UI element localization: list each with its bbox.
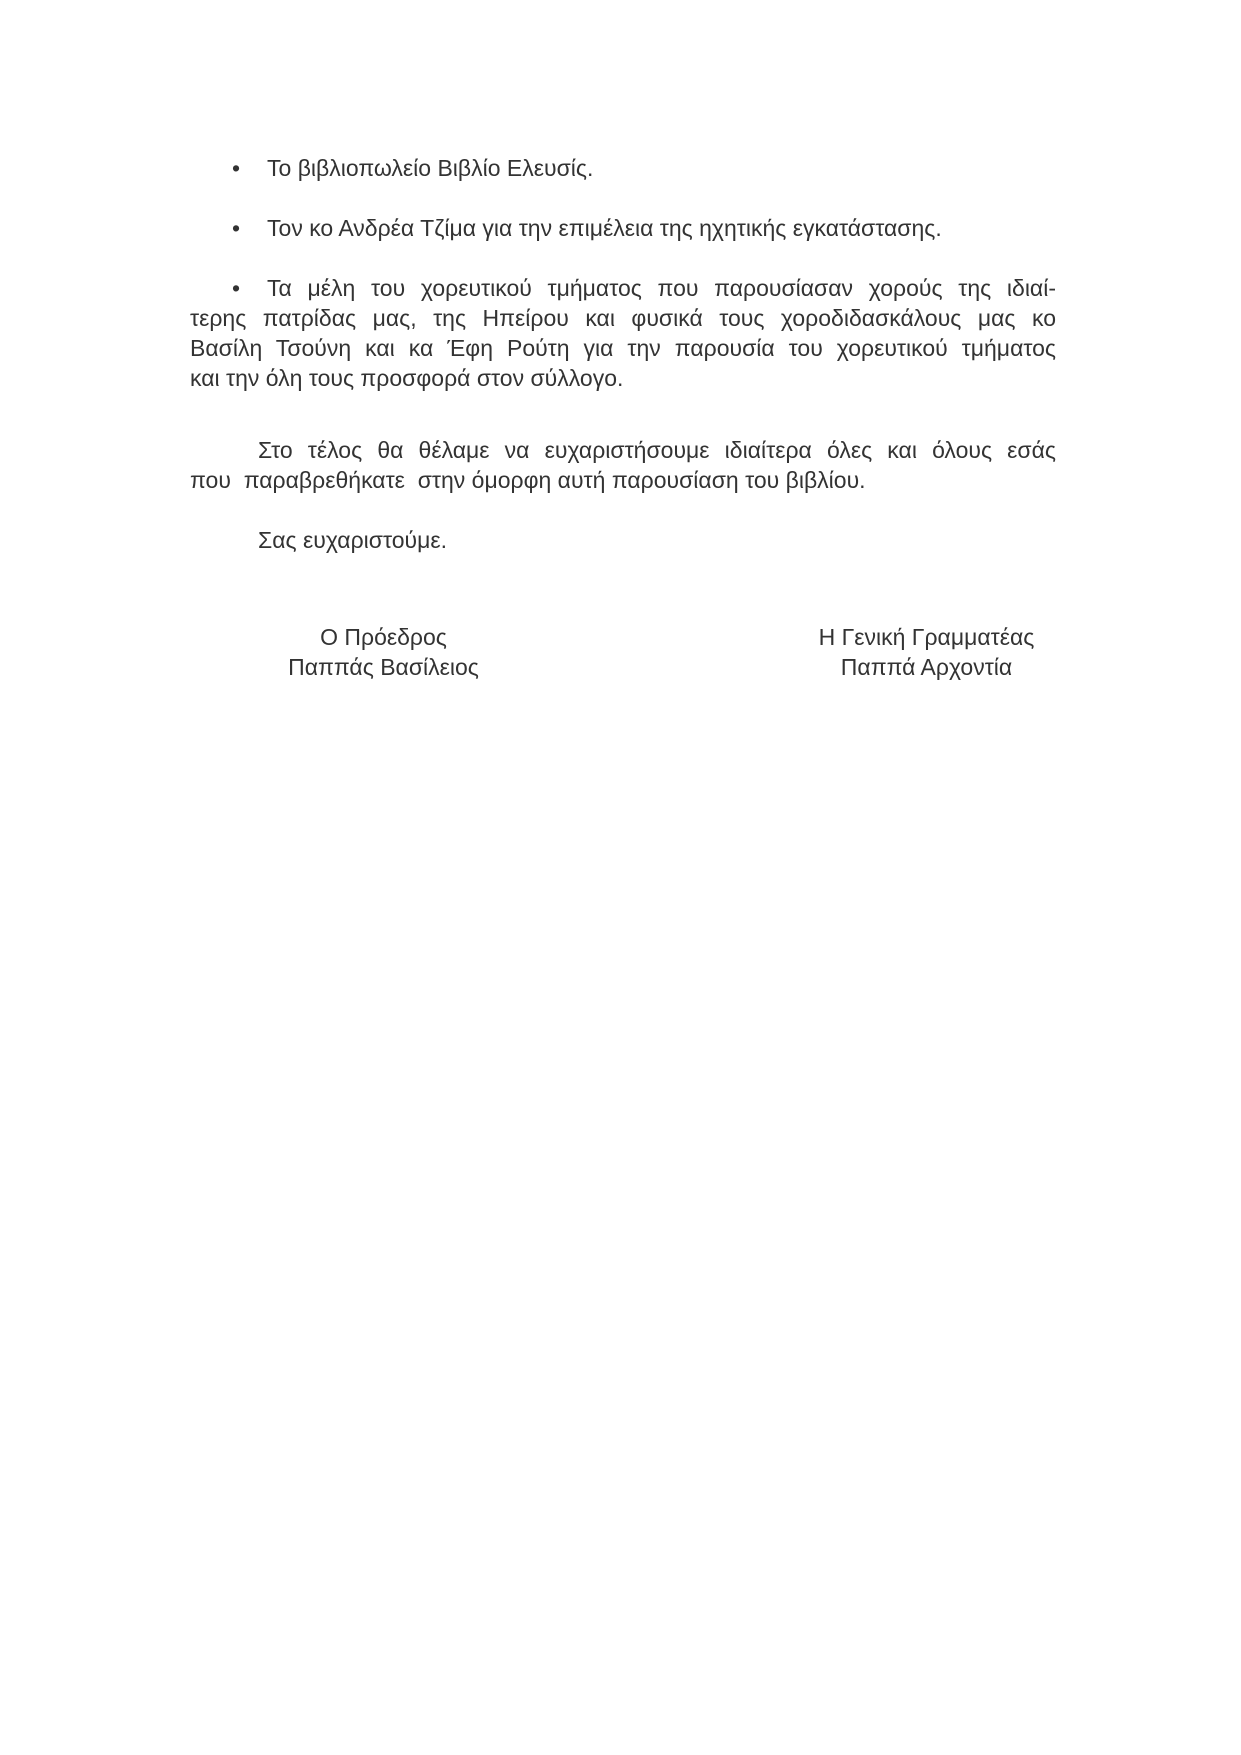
thanks-line: Σας ευχαριστούμε. [258, 527, 447, 553]
bullet-item-2-text: Τον κο Ανδρέα Τζίμα για την επιμέλεια της ηχητικής εγκατάστασης. [267, 215, 942, 241]
closing-paragraph-line-1: Στο τέλος θα θέλαμε να ευχαριστήσουμε ιδιαίτερα όλες και όλους εσάς [258, 437, 1056, 463]
bullet-item-1 [190, 153, 1056, 183]
bullet-item-1-text: Το βιβλιοπωλείο Βιβλίο Ελευσίς. [267, 155, 594, 181]
bullet-item-3-line-2: τερης πατρίδας μας, της Ηπείρου και φυσικά τους χοροδιδασκάλους μας κο [190, 305, 1056, 331]
bullet-item-3-text: Τα μέλη του χορευτικού τμήματος που παρουσίασαν χορούς της ιδιαί- [267, 275, 1056, 301]
bullet-item-2 [190, 213, 1056, 243]
bullet-item-3-line-3: Βασίλη Τσούνη και κα Έφη Ρούτη για την παρουσία του χορευτικού τμήματος [190, 335, 1056, 361]
signature-block [190, 622, 1056, 682]
bullet-marker-icon: • [232, 275, 241, 301]
bullet-marker-icon: • [232, 155, 241, 181]
bullet-marker-icon: • [232, 215, 241, 241]
signature-secretary [797, 622, 1056, 682]
signature-president [254, 622, 513, 682]
signature-president-name: Παππάς Βασίλειος [288, 654, 479, 680]
bullet-item-3-line-4: και την όλη τους προσφορά στον σύλλογο. [190, 365, 624, 391]
closing-paragraph-line-2: που παραβρεθήκατε στην όμορφη αυτή παρουσίαση του βιβλίου. [190, 467, 866, 493]
document-body [190, 153, 1056, 682]
bullet-item-3 [190, 273, 1056, 393]
closing-paragraph [190, 435, 1056, 495]
signature-secretary-name: Παππά Αρχοντία [840, 654, 1013, 680]
signature-secretary-title: Η Γενική Γραμματέας [818, 624, 1035, 650]
bullet-item-3-line-1 [190, 273, 1056, 303]
signature-president-title: Ο Πρόεδρος [320, 624, 447, 650]
